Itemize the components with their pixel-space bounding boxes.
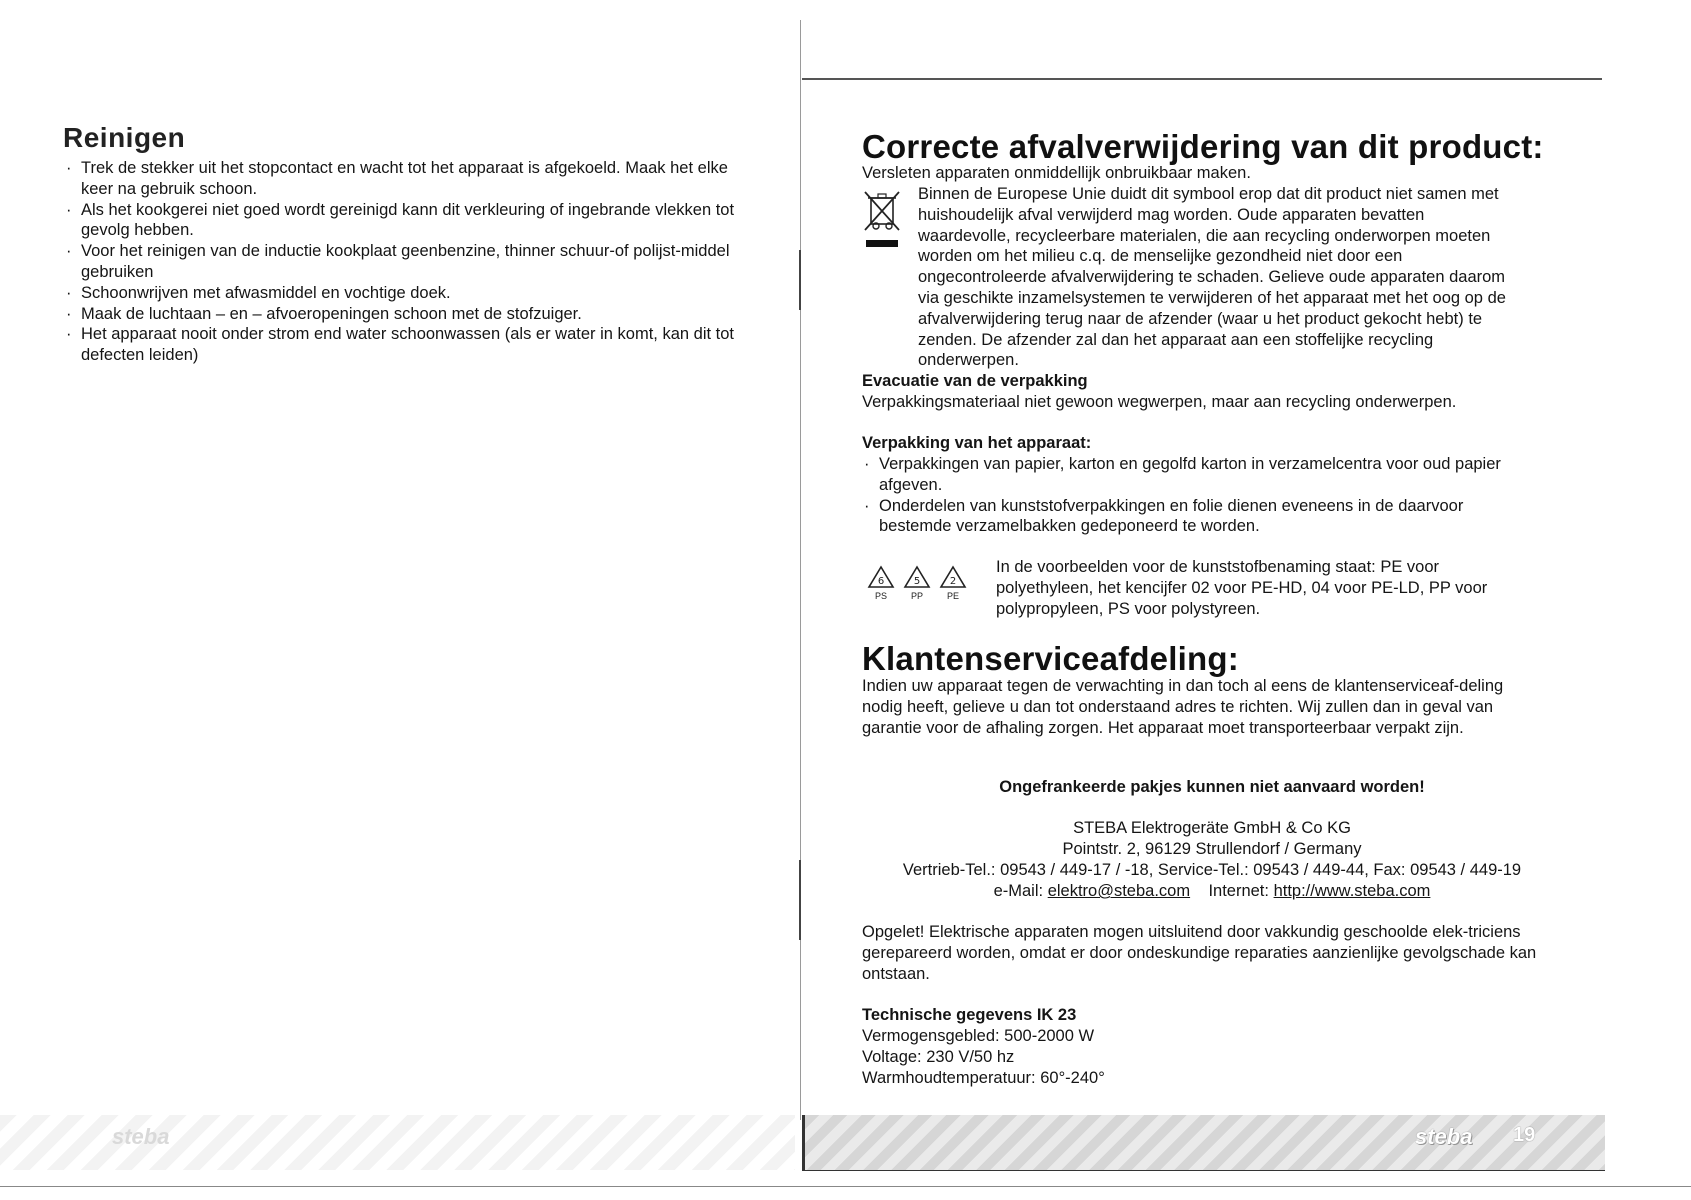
- steba-logo: steba: [1415, 1124, 1473, 1149]
- packaging-title: Verpakking van het apparaat:: [862, 434, 1092, 452]
- recycle-label: PP: [910, 591, 923, 601]
- disposal-intro: Versleten apparaten onmiddellijk onbruikbaar maken.: [862, 164, 1251, 182]
- page-number: 19: [1513, 1124, 1536, 1146]
- recycle-label: PE: [946, 591, 959, 601]
- list-item: · Trek de stekker uit het stopcontact en wacht tot het apparaat is afgekoeld. Maak het elke keer na gebruik schoon.: [66, 158, 756, 200]
- recycling-symbol: [902, 565, 932, 615]
- cleaning-list: [66, 158, 756, 366]
- address-company: STEBA Elektrogeräte GmbH & Co KG: [1073, 819, 1351, 837]
- list-item: · Als het kookgerei niet goed wordt gereinigd kann dit verkleuring of ingebrande vlekken tot gevolg hebben.: [66, 200, 756, 242]
- recycling-symbol: [866, 565, 896, 615]
- spec-line: Vermogensgebled: 500-2000 W: [862, 1027, 1095, 1045]
- list-item: · Voor het reinigen van de inductie kookplaat geenbenzine, thinner schuur-of polijst-middel gebruiken: [66, 241, 756, 283]
- recycle-triangle-icon: [903, 565, 931, 591]
- packaging-list: [862, 454, 1522, 537]
- address-phones: Vertrieb-Tel.: 09543 / 449-17 / -18, Service-Tel.: 09543 / 449-44, Fax: 09543 / 449-19: [902, 861, 1522, 879]
- address-contact: [862, 881, 1562, 902]
- list-item: · Verpakkingen van papier, karton en gegolfd karton in verzamelcentra voor oud papier afgeven.: [862, 454, 1522, 496]
- recycle-number: 6: [877, 576, 885, 587]
- disposal-body: Binnen de Europese Unie duidt dit symbool erop dat dit product niet samen met huishoudelijk afval verwijderd mag worden. Oude apparaten bevatten waardevolle, recycleerbare materialen, die aan recycling onderworpen moeten worden om het milieu c.q. de menselijke gezondheid niet door een ongecontroleerde afvalverwijdering te schaden. Gelieve oude apparaten daarom via geschikte inzamelsystemen te verwijderen of het apparaat met het oog op de afvalverwijdering terug naar de afzender (waar u het product gekocht hebt) te zenden. De afzender zal dan het apparaat aan een stoffelijke recycling onderwerpen.: [918, 185, 1506, 370]
- postage-notice: Ongefrankeerde pakjes kunnen niet aanvaard worden!: [999, 778, 1425, 796]
- footer-band-right: [802, 1115, 1605, 1171]
- service-text: Indien uw apparaat tegen de verwachting in dan toch al eens de klantenserviceaf-deling nodig heeft, gelieve u dan tot onderstaand adres te richten. Wij zullen dan in geval van garantie voor de afhaling zorgen. Het apparaat moet transporteerbaar verpakt zijn.: [862, 677, 1504, 737]
- recycle-number: 5: [913, 576, 921, 587]
- crossed-out-wheelie-bin-icon: [862, 190, 902, 260]
- repair-warning: Opgelet! Elektrische apparaten mogen uitsluitend door vakkundig geschoolde elek-triciens gerepareerd worden, omdat er door ondeskundige reparaties aanzienlijke gevolgschade kan ontstaan.: [862, 923, 1537, 983]
- evacuation-text: Verpakkingsmateriaal niet gewoon wegwerpen, maar aan recycling onderwerpen.: [862, 393, 1457, 411]
- steba-logo: steba: [112, 1124, 170, 1149]
- email-link[interactable]: elektro@steba.com: [1047, 882, 1191, 900]
- internet-label: Internet:: [1208, 882, 1269, 900]
- email-label: e-Mail:: [993, 882, 1044, 900]
- list-item: · Onderdelen van kunststofverpakkingen en folie dienen eveneens in de daarvoor bestemde verzamelbakken gedeponeerd te worden.: [862, 496, 1522, 538]
- bottom-rule: [0, 1186, 1691, 1187]
- evacuation-title: Evacuatie van de verpakking: [862, 372, 1088, 390]
- recycling-symbol: [938, 565, 968, 615]
- recycle-triangle-icon: [867, 565, 895, 591]
- spec-line: Voltage: 230 V/50 hz: [862, 1048, 1015, 1066]
- cleaning-heading: Reinigen: [63, 122, 186, 153]
- recycle-triangle-icon: [939, 565, 967, 591]
- recycling-symbols: [866, 565, 976, 615]
- list-item: · Maak de luchtaan – en – afvoeropeningen schoon met de stofzuiger.: [66, 304, 756, 325]
- list-item: · Schoonwrijven met afwasmiddel en vochtige doek.: [66, 283, 756, 304]
- list-item: · Het apparaat nooit onder strom end water schoonwassen (als er water in komt, kan dit tot defecten leiden): [66, 324, 756, 366]
- recycling-text: In de voorbeelden voor de kunststofbenaming staat: PE voor polyethyleen, het kencijfer 02 voor PE-HD, 04 voor PE-LD, PP voor polypropyleen, PS voor polystyreen.: [996, 558, 1488, 618]
- website-link[interactable]: http://www.steba.com: [1273, 882, 1431, 900]
- spec-line: Warmhoudtemperatuur: 60°-240°: [862, 1069, 1105, 1087]
- recycle-number: 2: [949, 576, 957, 587]
- recycle-label: PS: [874, 591, 887, 601]
- service-heading: Klantenserviceafdeling:: [862, 640, 1239, 677]
- disposal-heading: Correcte afvalverwijdering van dit product:: [862, 128, 1544, 165]
- disposal-body-indented: [918, 184, 1518, 371]
- specs-title: Technische gegevens IK 23: [862, 1006, 1077, 1024]
- address-street: Pointstr. 2, 96129 Strullendorf / Germany: [1062, 840, 1362, 858]
